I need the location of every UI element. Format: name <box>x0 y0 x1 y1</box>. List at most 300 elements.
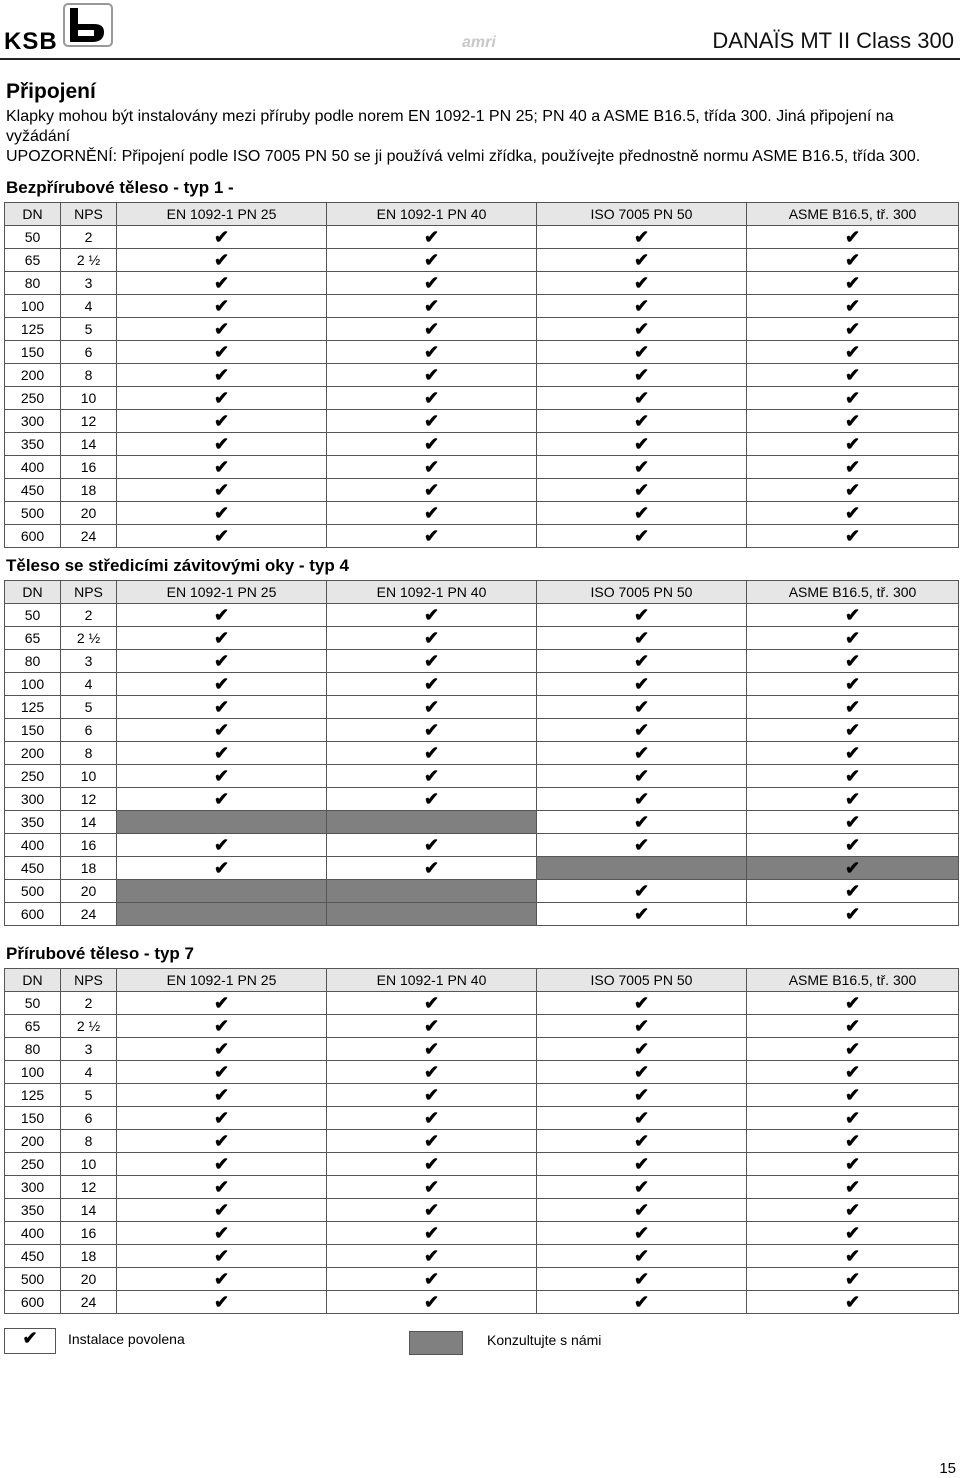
check-icon: ✔ <box>633 434 650 454</box>
check-icon: ✔ <box>213 697 230 717</box>
table-row <box>5 857 959 880</box>
check-icon: ✔ <box>423 1292 440 1312</box>
allowed-cell <box>327 719 537 742</box>
dn-cell: 300 <box>5 410 61 433</box>
allowed-cell <box>747 456 959 479</box>
check-icon: ✔ <box>213 766 230 786</box>
dn-cell: 450 <box>5 857 61 880</box>
allowed-cell <box>537 1222 747 1245</box>
check-icon: ✔ <box>213 1223 230 1243</box>
check-icon: ✔ <box>633 835 650 855</box>
table-row <box>5 272 959 295</box>
allowed-cell <box>537 433 747 456</box>
check-icon: ✔ <box>213 273 230 293</box>
check-icon: ✔ <box>844 1246 861 1266</box>
check-icon: ✔ <box>213 628 230 648</box>
allowed-cell <box>747 811 959 834</box>
allowed-cell <box>327 857 537 880</box>
table-row <box>5 387 959 410</box>
nps-cell: 20 <box>61 880 117 903</box>
nps-cell: 5 <box>61 318 117 341</box>
allowed-cell <box>537 318 747 341</box>
check-icon: ✔ <box>633 1039 650 1059</box>
allowed-cell <box>117 341 327 364</box>
check-icon: ✔ <box>213 365 230 385</box>
allowed-cell <box>537 604 747 627</box>
nps-cell: 16 <box>61 456 117 479</box>
check-icon: ✔ <box>633 993 650 1013</box>
allowed-cell <box>537 1199 747 1222</box>
check-icon: ✔ <box>423 628 440 648</box>
allowed-cell <box>747 788 959 811</box>
check-icon: ✔ <box>423 1062 440 1082</box>
dn-cell: 300 <box>5 788 61 811</box>
check-icon: ✔ <box>844 743 861 763</box>
allowed-cell <box>747 364 959 387</box>
table-row <box>5 1084 959 1107</box>
allowed-cell <box>747 1199 959 1222</box>
table-row <box>5 903 959 926</box>
allowed-cell <box>117 226 327 249</box>
nps-cell: 18 <box>61 479 117 502</box>
check-icon: ✔ <box>423 697 440 717</box>
check-icon: ✔ <box>633 1131 650 1151</box>
check-icon: ✔ <box>633 1292 650 1312</box>
check-icon: ✔ <box>844 881 861 901</box>
legend-consult-swatch <box>409 1331 463 1355</box>
page-header <box>0 0 960 62</box>
dn-cell: 500 <box>5 502 61 525</box>
check-icon: ✔ <box>423 720 440 740</box>
check-icon: ✔ <box>844 319 861 339</box>
check-icon: ✔ <box>213 1039 230 1059</box>
allowed-cell <box>537 650 747 673</box>
consult-cell <box>117 811 327 834</box>
check-icon: ✔ <box>633 296 650 316</box>
dn-cell: 400 <box>5 1222 61 1245</box>
nps-cell: 2 <box>61 226 117 249</box>
allowed-cell <box>747 341 959 364</box>
table-title-type4: Těleso se středicími závitovými oky - typ 4 <box>6 556 349 575</box>
allowed-cell <box>747 673 959 696</box>
check-icon: ✔ <box>423 858 440 878</box>
column-header: ASME B16.5, tř. 300 <box>747 203 959 226</box>
table-title-type1: Bezpřírubové těleso - typ 1 - <box>6 178 234 197</box>
allowed-cell <box>747 433 959 456</box>
check-icon: ✔ <box>633 503 650 523</box>
allowed-cell <box>117 1153 327 1176</box>
check-icon: ✔ <box>844 1154 861 1174</box>
allowed-cell <box>537 249 747 272</box>
check-icon: ✔ <box>423 743 440 763</box>
check-icon: ✔ <box>423 766 440 786</box>
allowed-cell <box>537 525 747 548</box>
allowed-cell <box>747 502 959 525</box>
allowed-cell <box>537 1245 747 1268</box>
table-row <box>5 502 959 525</box>
check-icon: ✔ <box>633 766 650 786</box>
allowed-cell <box>747 1222 959 1245</box>
nps-cell: 14 <box>61 1199 117 1222</box>
nps-cell: 4 <box>61 1061 117 1084</box>
dn-cell: 600 <box>5 1291 61 1314</box>
allowed-cell <box>327 834 537 857</box>
allowed-cell <box>327 295 537 318</box>
check-icon: ✔ <box>844 1039 861 1059</box>
allowed-cell <box>117 765 327 788</box>
allowed-cell <box>537 1291 747 1314</box>
check-icon: ✔ <box>844 835 861 855</box>
allowed-cell <box>117 742 327 765</box>
allowed-cell <box>537 719 747 742</box>
nps-cell: 14 <box>61 433 117 456</box>
check-icon: ✔ <box>844 434 861 454</box>
legend-check-box <box>4 1328 56 1354</box>
allowed-cell <box>747 1107 959 1130</box>
allowed-cell <box>327 627 537 650</box>
check-icon: ✔ <box>844 858 861 878</box>
column-header: ISO 7005 PN 50 <box>537 581 747 604</box>
check-icon: ✔ <box>844 993 861 1013</box>
allowed-cell <box>117 788 327 811</box>
allowed-cell <box>747 650 959 673</box>
dn-cell: 450 <box>5 1245 61 1268</box>
allowed-cell <box>327 433 537 456</box>
allowed-cell <box>537 1176 747 1199</box>
check-icon: ✔ <box>844 503 861 523</box>
table-header-row <box>5 581 959 604</box>
nps-cell: 6 <box>61 1107 117 1130</box>
check-icon: ✔ <box>633 720 650 740</box>
table-row <box>5 604 959 627</box>
dn-cell: 400 <box>5 456 61 479</box>
allowed-cell <box>117 1038 327 1061</box>
allowed-cell <box>747 627 959 650</box>
nps-cell: 10 <box>61 1153 117 1176</box>
allowed-cell <box>747 696 959 719</box>
allowed-cell <box>747 249 959 272</box>
check-icon: ✔ <box>423 993 440 1013</box>
column-header: EN 1092-1 PN 40 <box>327 581 537 604</box>
allowed-cell <box>747 1245 959 1268</box>
allowed-cell <box>747 1015 959 1038</box>
allowed-cell <box>537 502 747 525</box>
check-icon: ✔ <box>844 250 861 270</box>
table-title-type7: Přírubové těleso - typ 7 <box>6 944 194 963</box>
nps-cell: 8 <box>61 1130 117 1153</box>
check-icon: ✔ <box>213 1246 230 1266</box>
check-icon: ✔ <box>633 881 650 901</box>
allowed-cell <box>327 456 537 479</box>
consult-cell <box>117 880 327 903</box>
allowed-cell <box>117 433 327 456</box>
check-icon: ✔ <box>213 457 230 477</box>
check-icon: ✔ <box>844 1269 861 1289</box>
allowed-cell <box>117 272 327 295</box>
dn-cell: 500 <box>5 880 61 903</box>
allowed-cell <box>537 834 747 857</box>
allowed-cell <box>537 295 747 318</box>
allowed-cell <box>747 742 959 765</box>
check-icon: ✔ <box>213 720 230 740</box>
check-icon: ✔ <box>423 296 440 316</box>
check-icon: ✔ <box>633 1200 650 1220</box>
check-icon: ✔ <box>423 1131 440 1151</box>
allowed-cell <box>327 318 537 341</box>
check-icon: ✔ <box>423 457 440 477</box>
allowed-cell <box>117 1107 327 1130</box>
allowed-cell <box>747 1061 959 1084</box>
dn-cell: 80 <box>5 650 61 673</box>
allowed-cell <box>117 696 327 719</box>
allowed-cell <box>537 673 747 696</box>
check-icon: ✔ <box>423 388 440 408</box>
nps-cell: 20 <box>61 502 117 525</box>
check-icon: ✔ <box>633 1085 650 1105</box>
allowed-cell <box>537 1107 747 1130</box>
check-icon: ✔ <box>423 651 440 671</box>
allowed-cell <box>327 249 537 272</box>
check-icon: ✔ <box>213 526 230 546</box>
table-row <box>5 627 959 650</box>
consult-cell <box>117 903 327 926</box>
check-icon: ✔ <box>423 434 440 454</box>
check-icon: ✔ <box>633 789 650 809</box>
check-icon: ✔ <box>423 342 440 362</box>
dn-cell: 65 <box>5 627 61 650</box>
dn-cell: 200 <box>5 742 61 765</box>
allowed-cell <box>537 364 747 387</box>
allowed-cell <box>117 992 327 1015</box>
allowed-cell <box>537 1153 747 1176</box>
check-icon: ✔ <box>213 342 230 362</box>
table-row <box>5 1245 959 1268</box>
allowed-cell <box>327 226 537 249</box>
allowed-cell <box>327 1291 537 1314</box>
column-header: ISO 7005 PN 50 <box>537 203 747 226</box>
check-icon: ✔ <box>633 227 650 247</box>
table-row <box>5 742 959 765</box>
check-icon: ✔ <box>22 1328 38 1348</box>
allowed-cell <box>747 272 959 295</box>
table-row <box>5 1291 959 1314</box>
column-header: NPS <box>61 203 117 226</box>
check-icon: ✔ <box>844 227 861 247</box>
check-icon: ✔ <box>633 1246 650 1266</box>
check-icon: ✔ <box>633 273 650 293</box>
check-icon: ✔ <box>844 766 861 786</box>
dn-cell: 250 <box>5 387 61 410</box>
check-icon: ✔ <box>844 1131 861 1151</box>
consult-cell <box>327 880 537 903</box>
table-row <box>5 1015 959 1038</box>
table-row <box>5 525 959 548</box>
check-icon: ✔ <box>423 1200 440 1220</box>
table-header-row <box>5 969 959 992</box>
check-icon: ✔ <box>423 365 440 385</box>
check-icon: ✔ <box>213 674 230 694</box>
check-icon: ✔ <box>633 342 650 362</box>
allowed-cell <box>747 226 959 249</box>
check-icon: ✔ <box>423 1177 440 1197</box>
table-row <box>5 788 959 811</box>
table-row <box>5 341 959 364</box>
allowed-cell <box>747 903 959 926</box>
dn-cell: 350 <box>5 433 61 456</box>
check-icon: ✔ <box>213 605 230 625</box>
dn-cell: 350 <box>5 811 61 834</box>
check-icon: ✔ <box>213 1062 230 1082</box>
check-icon: ✔ <box>844 812 861 832</box>
nps-cell: 2 ½ <box>61 1015 117 1038</box>
check-icon: ✔ <box>633 674 650 694</box>
check-icon: ✔ <box>844 904 861 924</box>
amri-logo: amri <box>462 34 496 51</box>
table-header-row <box>5 203 959 226</box>
check-icon: ✔ <box>844 789 861 809</box>
table-row <box>5 880 959 903</box>
check-icon: ✔ <box>423 480 440 500</box>
check-icon: ✔ <box>633 605 650 625</box>
check-icon: ✔ <box>423 1085 440 1105</box>
check-icon: ✔ <box>423 1223 440 1243</box>
warning-paragraph: UPOZORNĚNÍ: Připojení podle ISO 7005 PN 50 se ji používá velmi zřídka, používejte přednostně normu ASME B16.5, třída 300. <box>6 148 921 165</box>
check-icon: ✔ <box>213 1292 230 1312</box>
column-header: NPS <box>61 969 117 992</box>
allowed-cell <box>747 1176 959 1199</box>
allowed-cell <box>747 387 959 410</box>
check-icon: ✔ <box>844 1292 861 1312</box>
page-number: 15 <box>939 1460 956 1477</box>
nps-cell: 24 <box>61 903 117 926</box>
dn-cell: 600 <box>5 525 61 548</box>
allowed-cell <box>537 811 747 834</box>
check-icon: ✔ <box>213 250 230 270</box>
table-row <box>5 650 959 673</box>
check-icon: ✔ <box>423 1039 440 1059</box>
allowed-cell <box>327 650 537 673</box>
column-header: EN 1092-1 PN 25 <box>117 581 327 604</box>
dn-cell: 50 <box>5 226 61 249</box>
nps-cell: 16 <box>61 1222 117 1245</box>
table-row <box>5 696 959 719</box>
check-icon: ✔ <box>423 605 440 625</box>
check-icon: ✔ <box>844 1223 861 1243</box>
dn-cell: 350 <box>5 1199 61 1222</box>
dn-cell: 125 <box>5 696 61 719</box>
allowed-cell <box>747 880 959 903</box>
table-row <box>5 1153 959 1176</box>
allowed-cell <box>747 1291 959 1314</box>
nps-cell: 20 <box>61 1268 117 1291</box>
allowed-cell <box>537 479 747 502</box>
dn-cell: 150 <box>5 719 61 742</box>
allowed-cell <box>747 1084 959 1107</box>
column-header: DN <box>5 203 61 226</box>
allowed-cell <box>537 696 747 719</box>
nps-cell: 24 <box>61 1291 117 1314</box>
check-icon: ✔ <box>423 319 440 339</box>
allowed-cell <box>327 525 537 548</box>
allowed-cell <box>537 1015 747 1038</box>
table-row <box>5 673 959 696</box>
dn-cell: 125 <box>5 1084 61 1107</box>
allowed-cell <box>747 992 959 1015</box>
check-icon: ✔ <box>844 720 861 740</box>
check-icon: ✔ <box>213 319 230 339</box>
nps-cell: 5 <box>61 1084 117 1107</box>
dn-cell: 50 <box>5 604 61 627</box>
check-icon: ✔ <box>844 273 861 293</box>
table-row <box>5 479 959 502</box>
check-icon: ✔ <box>423 1108 440 1128</box>
allowed-cell <box>327 765 537 788</box>
check-icon: ✔ <box>844 1200 861 1220</box>
consult-cell <box>747 857 959 880</box>
legend-installed-label: Instalace povolena <box>68 1331 185 1347</box>
allowed-cell <box>537 387 747 410</box>
allowed-cell <box>117 249 327 272</box>
table-row <box>5 992 959 1015</box>
table-row <box>5 1130 959 1153</box>
allowed-cell <box>327 604 537 627</box>
allowed-cell <box>327 1038 537 1061</box>
check-icon: ✔ <box>633 1177 650 1197</box>
nps-cell: 3 <box>61 650 117 673</box>
table-row <box>5 834 959 857</box>
table-row <box>5 1038 959 1061</box>
allowed-cell <box>117 1015 327 1038</box>
check-icon: ✔ <box>633 457 650 477</box>
dn-cell: 50 <box>5 992 61 1015</box>
allowed-cell <box>747 1130 959 1153</box>
allowed-cell <box>747 604 959 627</box>
allowed-cell <box>327 364 537 387</box>
allowed-cell <box>117 295 327 318</box>
check-icon: ✔ <box>844 1062 861 1082</box>
check-icon: ✔ <box>423 227 440 247</box>
dn-cell: 65 <box>5 249 61 272</box>
check-icon: ✔ <box>423 411 440 431</box>
nps-cell: 18 <box>61 1245 117 1268</box>
allowed-cell <box>117 1061 327 1084</box>
allowed-cell <box>537 226 747 249</box>
check-icon: ✔ <box>213 1177 230 1197</box>
dn-cell: 200 <box>5 1130 61 1153</box>
allowed-cell <box>747 834 959 857</box>
check-icon: ✔ <box>423 250 440 270</box>
check-icon: ✔ <box>633 319 650 339</box>
check-icon: ✔ <box>213 858 230 878</box>
check-icon: ✔ <box>423 835 440 855</box>
table-row <box>5 1176 959 1199</box>
check-icon: ✔ <box>213 789 230 809</box>
check-icon: ✔ <box>844 526 861 546</box>
check-icon: ✔ <box>213 503 230 523</box>
check-icon: ✔ <box>633 526 650 546</box>
dn-cell: 100 <box>5 673 61 696</box>
allowed-cell <box>117 1084 327 1107</box>
check-icon: ✔ <box>844 1177 861 1197</box>
table-row <box>5 811 959 834</box>
allowed-cell <box>327 1107 537 1130</box>
allowed-cell <box>327 1268 537 1291</box>
column-header: DN <box>5 969 61 992</box>
check-icon: ✔ <box>213 1269 230 1289</box>
allowed-cell <box>117 456 327 479</box>
nps-cell: 2 ½ <box>61 249 117 272</box>
allowed-cell <box>327 673 537 696</box>
